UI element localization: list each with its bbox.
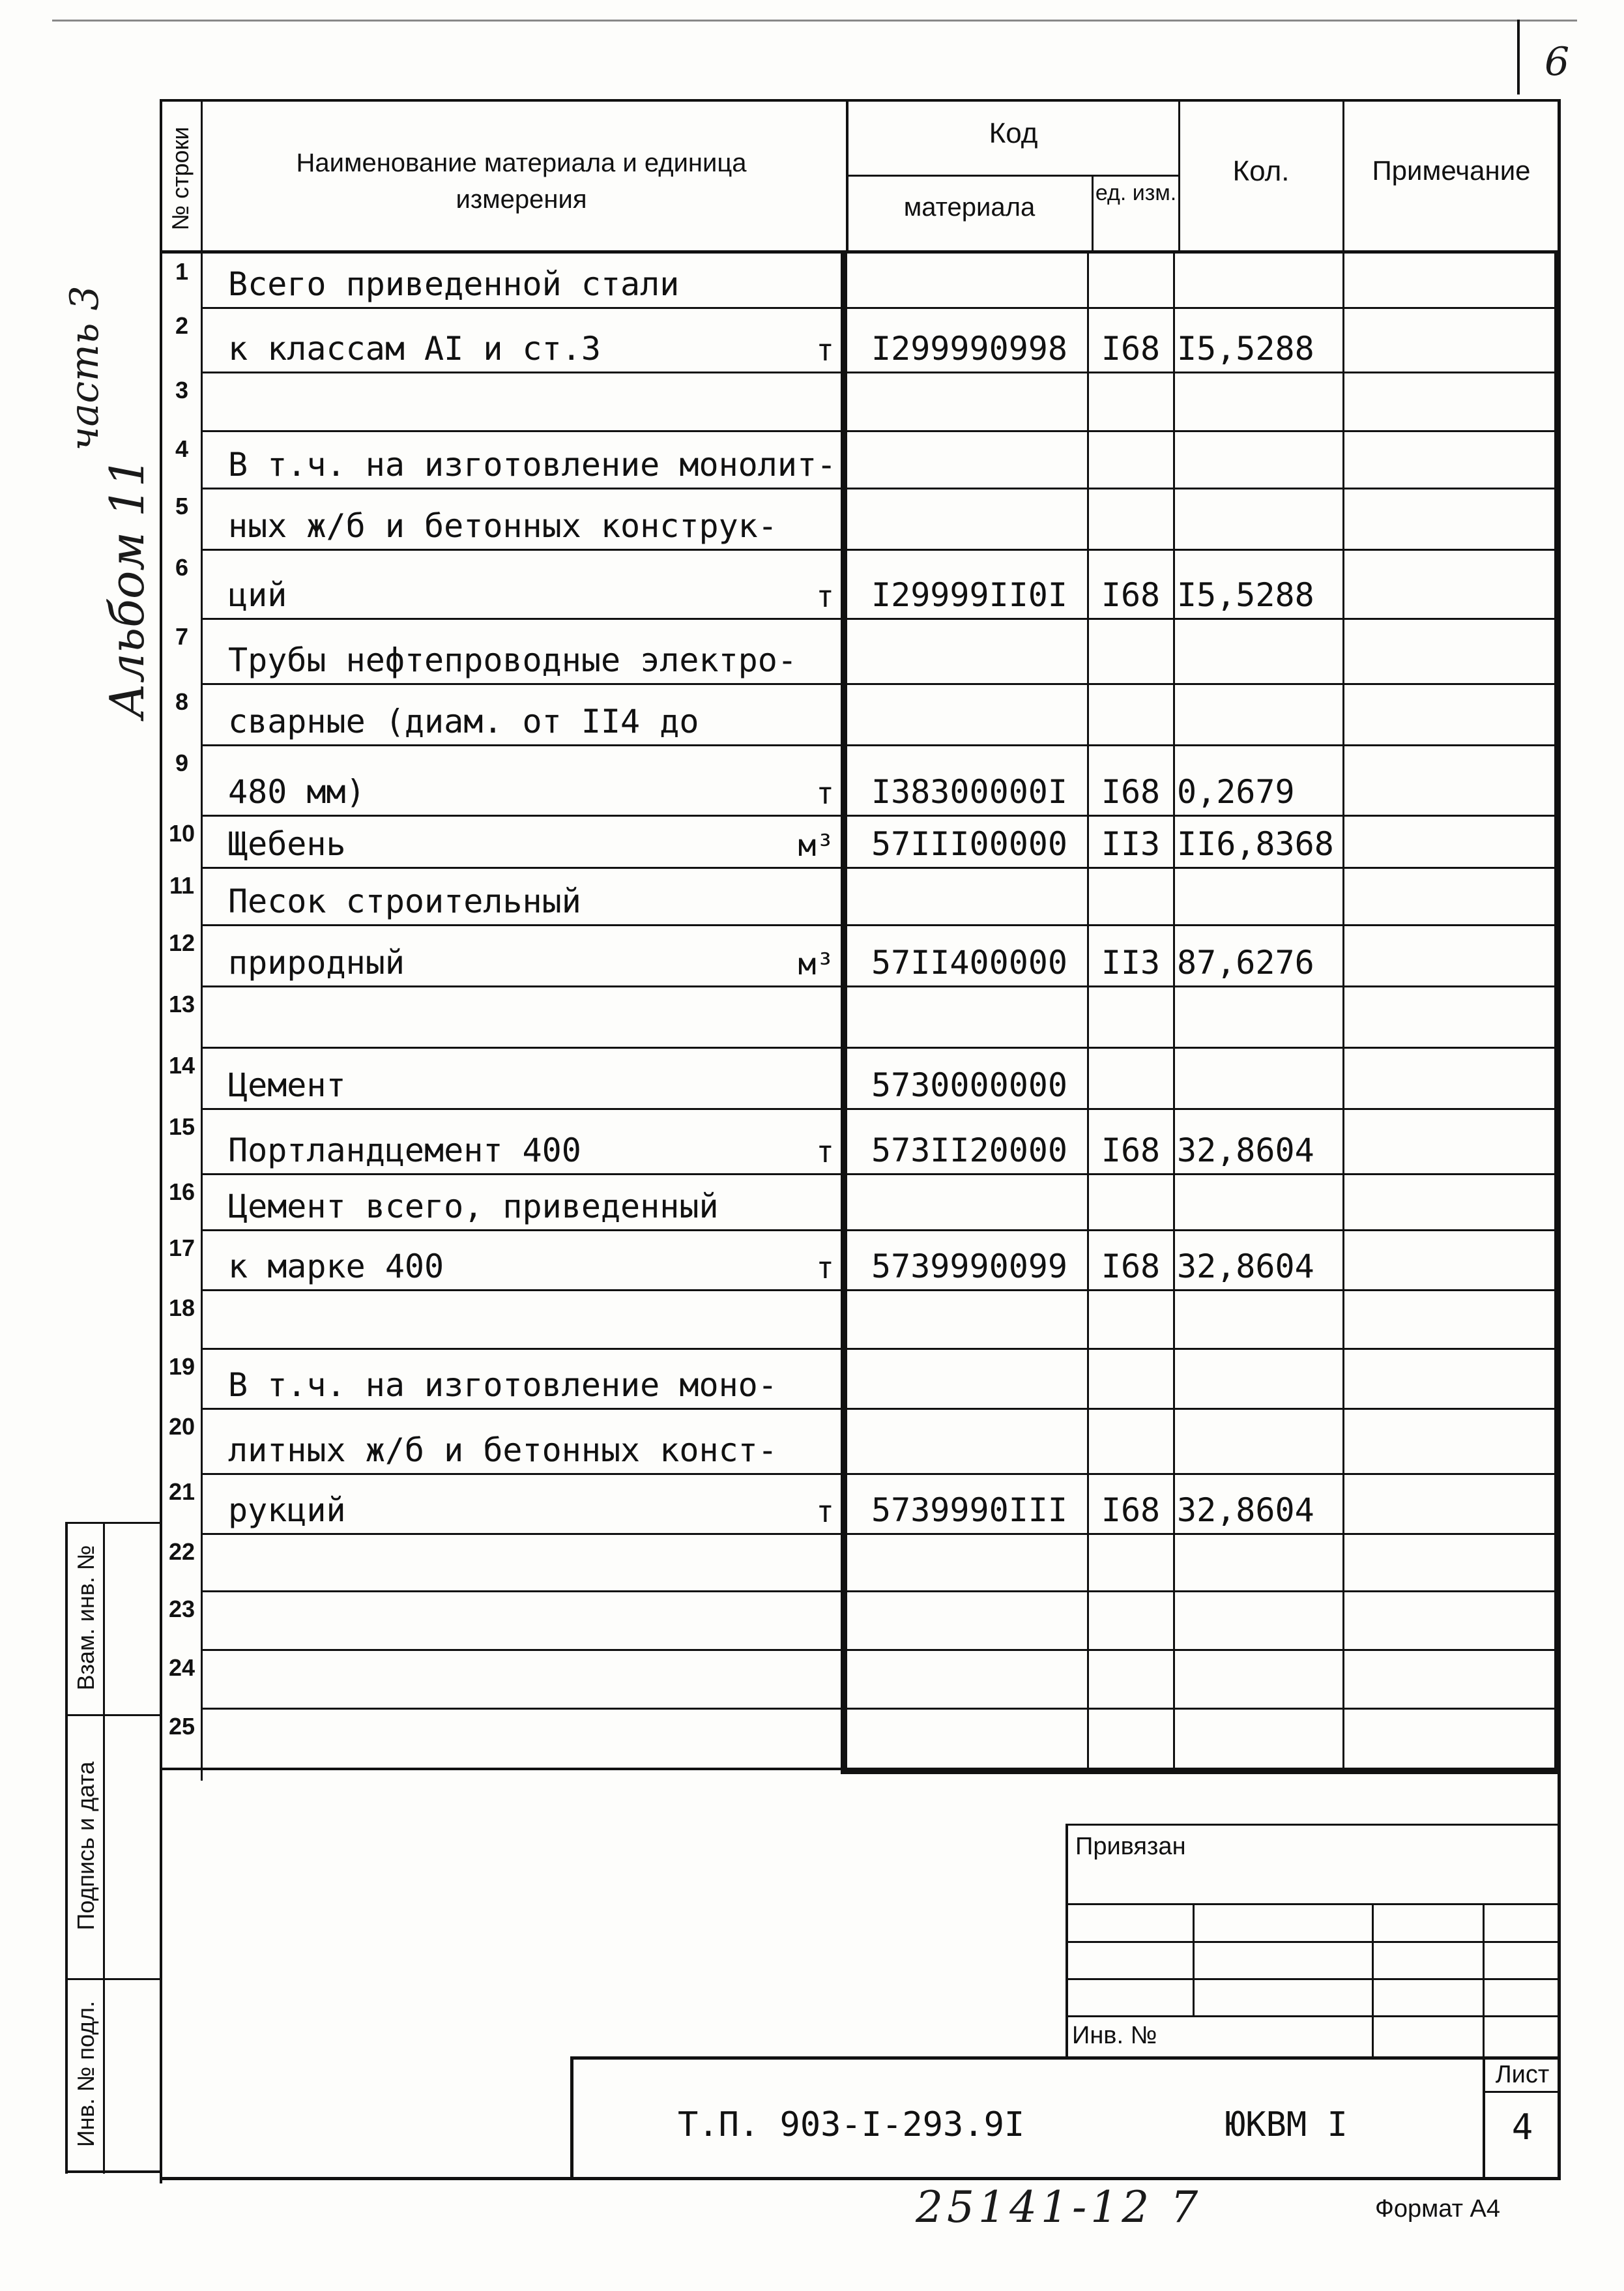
note-cell: [1345, 488, 1554, 549]
tb-main-left: [570, 2056, 573, 2180]
header-qty: Кол.: [1232, 155, 1290, 187]
quantity: 0,2679: [1177, 773, 1295, 811]
material-code: I29999II0I: [871, 576, 1068, 614]
material-name: Цемент: [228, 1066, 346, 1104]
row-number: 10: [168, 820, 196, 847]
row-number: 24: [168, 1654, 196, 1681]
row-number: 21: [168, 1478, 196, 1505]
row-number: 19: [168, 1353, 196, 1380]
top-edge-line: [52, 20, 1577, 22]
material-unit: т: [816, 1250, 834, 1285]
col-sep-rownum: [201, 99, 203, 1781]
tb-line-4: [1066, 2015, 1559, 2017]
stamp-inner: [103, 1522, 105, 2174]
header-code-unit: ед. изм.: [1095, 181, 1177, 205]
quantity: 87,6276: [1177, 944, 1314, 982]
row-number: 16: [168, 1178, 196, 1205]
material-code: 573II20000: [871, 1131, 1068, 1169]
tb-privyazan: Привязан: [1075, 1833, 1186, 1860]
material-name: Песок строительный: [228, 883, 581, 920]
row-number: 11: [169, 872, 195, 899]
tb-col-3: [1483, 1903, 1485, 2058]
material-name: В т.ч. на изготовление монолит-: [228, 446, 837, 484]
row-number: 14: [168, 1052, 196, 1079]
note-cell: [1345, 1708, 1554, 1768]
unit-code: I68: [1101, 773, 1161, 811]
note-cell: [1345, 549, 1554, 618]
stamp-vzam-inv: Взам. инв. №: [72, 1545, 99, 1691]
col-sep-note: [1342, 250, 1344, 1773]
side-label-part: часть 3: [62, 285, 108, 451]
tb-designation: Т.П. 903-I-293.9I: [678, 2105, 1025, 2144]
row-number: 22: [168, 1538, 196, 1565]
thick-frame-right: [1554, 250, 1561, 1773]
row-number: 3: [175, 377, 189, 403]
tb-col-1: [1193, 1903, 1195, 2015]
row-number: 23: [168, 1596, 196, 1622]
stamp-left: [65, 1522, 68, 2174]
material-name: Щебень: [228, 825, 346, 863]
note-cell: [1345, 744, 1554, 815]
row-number: 15: [168, 1113, 196, 1140]
material-code: 5730000000: [871, 1066, 1068, 1104]
tb-sheet-sep: [1483, 2091, 1559, 2093]
note-cell: [1345, 1229, 1554, 1289]
tb-line-1: [1066, 1903, 1559, 1905]
note-cell: [1345, 1173, 1554, 1229]
material-name: к классам АI и ст.3: [228, 330, 601, 368]
material-unit: т: [816, 579, 834, 614]
note-cell: [1345, 1533, 1554, 1590]
header-code-material: материала: [903, 193, 1036, 222]
unit-code: I68: [1101, 1491, 1161, 1529]
quantity: II6,8368: [1177, 825, 1334, 863]
header-row-no: № строки: [167, 126, 194, 231]
row-number: 2: [175, 312, 189, 339]
material-name: В т.ч. на изготовление моно-: [228, 1366, 777, 1404]
header-code: Код: [989, 117, 1038, 149]
material-code: 5739990III: [871, 1491, 1068, 1529]
header-name: Наименование материала и единица измерения: [296, 149, 747, 214]
note-cell: [1345, 1108, 1554, 1173]
material-name: ных ж/б и бетонных конструк-: [228, 507, 777, 545]
row-number: 25: [168, 1713, 196, 1740]
note-cell: [1345, 1649, 1554, 1708]
material-unit: т: [816, 1134, 834, 1169]
col-sep-unit: [1087, 250, 1089, 1773]
unit-code: II3: [1101, 825, 1161, 863]
unit-code: II3: [1101, 944, 1161, 982]
note-cell: [1345, 1047, 1554, 1108]
row-number: 4: [175, 435, 189, 462]
tb-sheet-label: Лист: [1495, 2061, 1550, 2088]
material-name: природный: [228, 944, 405, 982]
stamp-sep-1: [65, 1714, 162, 1716]
material-code: I299990998: [871, 330, 1068, 368]
quantity: I5,5288: [1177, 576, 1314, 614]
note-cell: [1345, 1348, 1554, 1408]
frame-top: [160, 99, 1559, 102]
tb-privyazan-top: [1066, 1824, 1559, 1826]
material-name: сварные (диам. от II4 до: [228, 703, 699, 740]
footer-format: Формат А4: [1375, 2195, 1501, 2223]
note-cell: [1345, 683, 1554, 744]
stamp-inv-podl: Инв. № подл.: [72, 2000, 99, 2148]
row-number: 20: [168, 1413, 196, 1440]
note-cell: [1345, 985, 1554, 1047]
frame-bottom: [160, 2177, 1561, 2180]
stamp-bottom: [65, 2170, 162, 2173]
row-number: 12: [168, 929, 196, 956]
note-cell: [1345, 1408, 1554, 1473]
material-name: рукций: [228, 1491, 346, 1529]
page-number-handwritten: 6: [1544, 39, 1570, 85]
note-cell: [1345, 1289, 1554, 1348]
row-number: 9: [175, 750, 189, 776]
row-number: 13: [168, 991, 196, 1017]
header-note: Примечание: [1372, 155, 1531, 186]
note-cell: [1345, 1590, 1554, 1649]
material-name: Портландцемент 400: [228, 1131, 581, 1169]
material-unit: м³: [798, 946, 834, 982]
side-label-album: Альбом 11: [100, 457, 154, 719]
tb-col-2: [1372, 1903, 1374, 2058]
note-cell: [1345, 1473, 1554, 1533]
corner-vertical-line: [1517, 20, 1520, 95]
material-code: 57II400000: [871, 944, 1068, 982]
code-split-line: [847, 175, 1180, 177]
row-number: 5: [175, 493, 189, 519]
material-unit: м³: [798, 828, 834, 863]
tb-sheet-left: [1483, 2056, 1485, 2180]
tb-line-3: [1066, 1978, 1559, 1980]
unit-code: I68: [1101, 1131, 1161, 1169]
row-number: 6: [175, 554, 189, 581]
tb-mark: ЮКВМ I: [1225, 2105, 1348, 2144]
quantity: 32,8604: [1177, 1131, 1314, 1169]
material-name: Цемент всего, приведенный: [228, 1188, 719, 1225]
material-unit: т: [816, 776, 834, 811]
unit-code: I68: [1101, 330, 1161, 368]
material-code: I38300000I: [871, 773, 1068, 811]
note-cell: [1345, 253, 1554, 307]
material-unit: т: [816, 332, 834, 368]
material-name: 480 мм): [228, 773, 366, 811]
tb-line-2: [1066, 1941, 1559, 1943]
material-name: к марке 400: [228, 1248, 444, 1285]
note-cell: [1345, 815, 1554, 867]
note-cell: [1345, 924, 1554, 985]
row-number: 7: [175, 623, 189, 650]
thick-frame-left: [841, 250, 847, 1773]
material-code: 5739990099: [871, 1248, 1068, 1285]
row-number: 17: [168, 1234, 196, 1261]
note-cell: [1345, 372, 1554, 430]
col-sep-qty: [1173, 250, 1175, 1773]
footer-handwritten-number: 25141-12 7: [916, 2182, 1202, 2232]
material-code: 57III00000: [871, 825, 1068, 863]
quantity: 32,8604: [1177, 1248, 1314, 1285]
quantity: I5,5288: [1177, 330, 1314, 368]
material-name: Трубы нефтепроводные электро-: [228, 641, 797, 679]
material-name: ций: [228, 576, 287, 614]
tb-inv-no: Инв. №: [1072, 2022, 1157, 2049]
material-name: литных ж/б и бетонных конст-: [228, 1431, 777, 1469]
frame-left: [160, 99, 162, 2183]
note-cell: [1345, 430, 1554, 488]
stamp-podpis-data: Подпись и дата: [72, 1761, 99, 1931]
tb-sheet-number: 4: [1511, 2107, 1533, 2148]
tb-main-top: [570, 2056, 1561, 2060]
material-unit: т: [816, 1494, 834, 1529]
quantity: 32,8604: [1177, 1491, 1314, 1529]
row-number: 8: [175, 688, 189, 715]
material-name: Всего приведенной стали: [228, 265, 680, 303]
row-number: 18: [168, 1294, 196, 1321]
note-cell: [1345, 867, 1554, 924]
row-number: 1: [175, 258, 189, 285]
note-cell: [1345, 618, 1554, 683]
row-separator: [201, 1768, 1558, 1770]
unit-code: I68: [1101, 576, 1161, 614]
unit-code: I68: [1101, 1248, 1161, 1285]
note-cell: [1345, 307, 1554, 372]
